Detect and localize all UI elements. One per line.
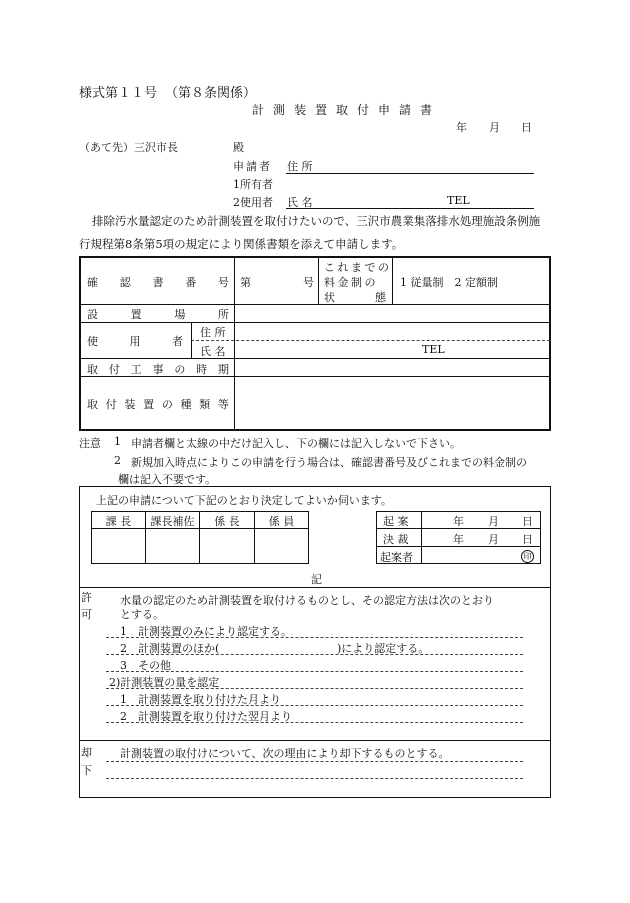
permit-sub-2: 2 計測装置を取り付けた翌月より: [120, 710, 292, 723]
user-tel-label: TEL: [422, 343, 445, 356]
draft-month: 月: [488, 515, 499, 528]
applicant-name-line: [286, 208, 534, 209]
rate-label-1: これまでの: [324, 261, 392, 274]
decision-intro: 上記の申請について下記のとおり決定してよいか伺います。: [96, 494, 392, 507]
permit-option-2-start: 2 計測装置のほか(: [120, 642, 220, 655]
date-year: 年: [456, 121, 467, 134]
honorific: 殿: [233, 141, 244, 154]
draft-label: 起 案: [383, 515, 409, 528]
location-label: 設 置 場 所: [87, 308, 229, 321]
device-type-label: 取 付 装 置 の 種 類 等: [87, 398, 229, 411]
permit-label-1: 許: [81, 591, 92, 604]
applicant-user-label: 2使用者: [233, 196, 273, 209]
applicant-role: 申請者: [233, 160, 272, 173]
decide-label: 決 裁: [383, 533, 409, 546]
draft-year: 年: [453, 515, 464, 528]
draft-day: 日: [522, 515, 533, 528]
user-label: 使 用 者: [87, 335, 183, 348]
approver-staff: 係 員: [268, 515, 295, 528]
permit-sub-1: 1 計測装置を取り付けた月より: [120, 693, 281, 706]
intro-line-1: 排除汚水量認定のため計測装置を取付けたいので、三沢市農業集落排水処理施設条例施: [92, 214, 541, 228]
seal-mark: 印: [521, 549, 534, 563]
permit-section-2: 2)計測装置の量を認定: [109, 676, 220, 689]
date-month: 月: [489, 121, 500, 134]
rate-label-3: 状 態: [324, 291, 386, 304]
decide-year: 年: [453, 533, 464, 546]
user-address-label: 住 所: [200, 326, 226, 339]
notes-prefix: 注意: [79, 437, 101, 450]
note-2-number: 2: [114, 454, 121, 467]
permit-option-3: 3 その他: [120, 659, 171, 672]
decide-day: 日: [522, 533, 533, 546]
rate-label-2: 料金制の: [324, 276, 378, 289]
confirmation-number-prefix: 第: [240, 276, 251, 289]
approver-section-chief: 課 長: [105, 515, 132, 528]
reject-label-2: 下: [81, 764, 92, 777]
date-day: 日: [521, 121, 532, 134]
note-1-text: 申請者欄と太線の中だけ記入し、下の欄には記入しないで下さい。: [131, 437, 461, 450]
applicant-name-label: 氏 名: [287, 196, 313, 209]
note-2-text-1: 新規加入時点によりこの申請を行う場合は、確認書番号及びこれまでの料金制の: [131, 456, 527, 469]
user-name-label: 氏 名: [200, 345, 226, 358]
confirmation-number-suffix: 号: [303, 276, 314, 289]
drafter-label: 起案者: [380, 551, 413, 564]
note-1-number: 1: [114, 435, 121, 448]
approver-unit-chief: 係 長: [214, 515, 240, 528]
permit-label-2: 可: [81, 608, 92, 621]
permit-option-2-end: )により認定する。: [337, 642, 430, 655]
ki-label: 記: [311, 573, 322, 586]
applicant-owner-label: 1所有者: [233, 178, 273, 191]
permit-option-1: 1 計測装置のみにより認定する。: [120, 625, 292, 638]
confirmation-number-label: 確 認 書 番 号: [87, 276, 229, 289]
permit-text-1: 水量の認定のため計測装置を取付けるものとし、その認定方法は次のとおり: [120, 594, 494, 607]
rate-options: 1 従量制 2 定額制: [400, 276, 498, 289]
intro-line-2: 行規程第8条第5項の規定により関係書類を添えて申請します。: [79, 237, 404, 251]
reject-text: 計測装置の取付けについて、次の理由により却下するものとする。: [120, 747, 450, 760]
addressee: （あて先）三沢市長: [79, 141, 178, 154]
applicant-address-label: 住 所: [287, 160, 313, 173]
period-label: 取 付 工 事 の 時 期: [87, 363, 229, 376]
page-title: 計測装置取付申請書: [252, 103, 442, 117]
form-number: 様式第１１号 （第８条関係）: [79, 86, 257, 101]
permit-text-2: とする。: [120, 608, 164, 621]
reject-label-1: 却: [81, 746, 92, 759]
applicant-tel-label: TEL: [447, 194, 470, 207]
applicant-address-line: [286, 173, 534, 174]
decide-month: 月: [488, 533, 499, 546]
approver-deputy-chief: 課長補佐: [150, 515, 195, 528]
note-2-text-2: 欄は記入不要です。: [118, 473, 217, 486]
